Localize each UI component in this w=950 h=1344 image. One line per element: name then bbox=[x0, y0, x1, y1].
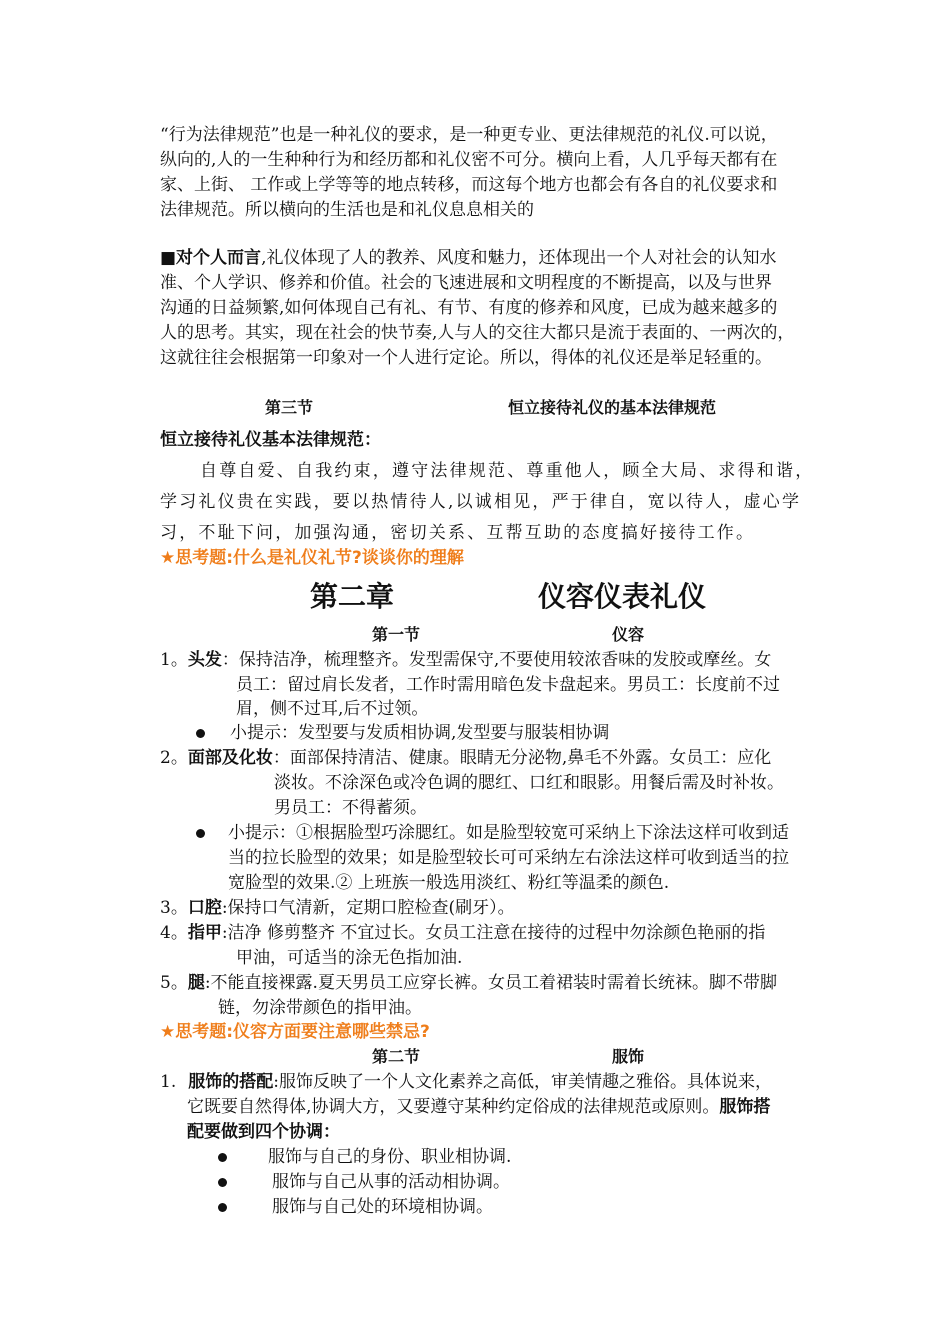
clothing-line2-text: 它既要自然得体,协调大方，又要遵守某种约定俗成的法律规范或原则。 bbox=[187, 1097, 720, 1117]
intro-line: “行为法律规范”也是一种礼仪的要求，是一种更专业、更法律规范的礼仪.可以说， bbox=[160, 125, 778, 145]
face-label: 面部及化妆 bbox=[187, 748, 273, 768]
section3-body-line: 自尊自爱、自我约束，遵守法律规范、尊重他人，顾全大局、求得和谐， bbox=[200, 461, 815, 481]
section3-body-line: 学习礼仪贵在实践，要以热情待人,以诚相见，严于律自，宽以待人，虚心学 bbox=[160, 492, 802, 512]
personal-line-1 bbox=[160, 246, 776, 270]
personal-line: 沟通的日益频繁,如何体现自己有礼、有节、有度的修养和风度，已成为越来越多的 bbox=[160, 298, 778, 318]
bullet-icon bbox=[218, 1153, 227, 1162]
hair-item bbox=[160, 648, 771, 672]
clothing-bullet bbox=[218, 1195, 227, 1219]
hair-line: 眉，侧不过耳,后不过领。 bbox=[236, 699, 429, 719]
section3-title: 恒立接待礼仪的基本法律规范 bbox=[508, 398, 717, 417]
sectionA-number: 第一节 bbox=[372, 625, 421, 644]
legs-text: :不能直接裸露.夏天男员工应穿长裤。女员工着裙装时需着长统袜。脚不带脚 bbox=[204, 973, 777, 993]
mouth-number: 3。 bbox=[160, 898, 188, 918]
nails-number: 4。 bbox=[160, 923, 188, 943]
chapter-number: 第二章 bbox=[310, 580, 395, 613]
bullet-icon bbox=[196, 829, 205, 838]
legs-item bbox=[160, 971, 777, 995]
section3-number: 第三节 bbox=[265, 398, 314, 417]
nails-item bbox=[160, 921, 765, 945]
legs-number: 5。 bbox=[160, 973, 188, 993]
clothing-number: 1. bbox=[160, 1072, 177, 1092]
personal-line: 准、个人学识、修养和价值。社会的飞速进展和文明程度的不断提高，以及与世界 bbox=[160, 273, 772, 293]
face-tip-line: 当的拉长脸型的效果；如是脸型较长可可采纳左右涂法这样可收到适当的拉 bbox=[228, 848, 789, 868]
face-number: 2。 bbox=[160, 748, 188, 768]
bullet-icon bbox=[196, 729, 205, 738]
clothing-line-2 bbox=[187, 1095, 770, 1119]
clothing-bullet-text: 服饰与自己处的环境相协调。 bbox=[272, 1197, 493, 1217]
clothing-bullet bbox=[218, 1170, 227, 1194]
hair-label: 头发 bbox=[187, 650, 222, 670]
mouth-text: :保持口气清新，定期口腔检查(刷牙）。 bbox=[221, 898, 515, 918]
intro-line: 家、上街、 工作或上学等等的地点转移，而这每个地方也都会有各自的礼仪要求和 bbox=[160, 175, 778, 195]
legs-line: 链，勿涂带颜色的指甲油。 bbox=[218, 998, 422, 1018]
clothing-line-3: 配要做到四个协调： bbox=[187, 1122, 340, 1142]
clothing-label: 服饰的搭配 bbox=[188, 1072, 274, 1092]
hair-line: 员工：留过肩长发者，工作时需用暗色发卡盘起来。男员工：长度前不过 bbox=[236, 675, 780, 695]
face-line: 淡妆。不涂深色或冷色调的腮红、口红和眼影。用餐后需及时补妆。 bbox=[274, 773, 784, 793]
sectionB-number: 第二节 bbox=[372, 1047, 421, 1066]
clothing-bullet bbox=[218, 1145, 227, 1169]
section3-body-line: 习，不耻下问，加强沟通，密切关系、互帮互助的态度搞好接待工作。 bbox=[160, 523, 756, 543]
hair-tip bbox=[196, 721, 205, 745]
intro-line: 法律规范。所以横向的生活也是和礼仪息息相关的 bbox=[160, 200, 534, 220]
hair-number: 1。 bbox=[160, 650, 188, 670]
face-line: 男员工：不得蓄须。 bbox=[274, 798, 427, 818]
personal-line: 这就往往会根据第一印象对一个人进行定论。所以，得体的礼仪还是举足轻重的。 bbox=[160, 348, 772, 368]
section3-question: ★思考题:什么是礼仪礼节?谈谈你的理解 bbox=[160, 548, 464, 568]
nails-label: 指甲 bbox=[187, 923, 222, 943]
face-item bbox=[160, 746, 771, 770]
section3-subtitle: 恒立接待礼仪基本法律规范： bbox=[160, 430, 381, 450]
face-tip-line: 小提示：①根据脸型巧涂腮红。如是脸型较宽可采纳上下涂法这样可收到适 bbox=[228, 823, 789, 843]
clothing-text: :服饰反映了一个人文化素养之高低，审美情趣之雅俗。具体说来， bbox=[273, 1072, 772, 1092]
legs-label: 腿 bbox=[187, 973, 205, 993]
personal-lead: ■对个人而言 bbox=[160, 248, 262, 268]
nails-text: :洁净 修剪整齐 不宜过长。女员工注意在接待的过程中勿涂颜色艳丽的指 bbox=[221, 923, 766, 943]
items-question: ★思考题:仪容方面要注意哪些禁忌? bbox=[160, 1022, 430, 1042]
bullet-icon bbox=[218, 1203, 227, 1212]
face-tip-line: 宽脸型的效果.② 上班族一般选用淡红、粉红等温柔的颜色. bbox=[228, 873, 670, 893]
clothing-bullet-text: 服饰与自己的身份、职业相协调. bbox=[268, 1147, 512, 1167]
chapter-title: 仪容仪表礼仪 bbox=[538, 580, 707, 613]
clothing-bullet-text: 服饰与自己从事的活动相协调。 bbox=[272, 1172, 510, 1192]
mouth-label: 口腔 bbox=[187, 898, 222, 918]
sectionB-title: 服饰 bbox=[612, 1047, 645, 1066]
face-text: ：面部保持清洁、健康。眼睛无分泌物,鼻毛不外露。女员工：应化 bbox=[272, 748, 772, 768]
face-tip bbox=[196, 821, 205, 845]
personal-line: 人的思考。其实，现在社会的快节奏,人与人的交往大都只是流于表面的、一两次的， bbox=[160, 323, 795, 343]
sectionA-title: 仪容 bbox=[612, 625, 645, 644]
mouth-item bbox=[160, 896, 515, 920]
clothing-line2-bold: 服饰搭 bbox=[719, 1097, 771, 1117]
personal-line1-rest: ,礼仪体现了人的教养、风度和魅力，还体现出一个人对社会的认知水 bbox=[261, 248, 777, 268]
hair-text: ：保持洁净，梳理整齐。发型需保守,不要使用较浓香味的发胶或摩丝。女 bbox=[221, 650, 772, 670]
nails-line: 甲油，可适当的涂无色指加油. bbox=[236, 948, 463, 968]
bullet-icon bbox=[218, 1178, 227, 1187]
clothing-item bbox=[160, 1070, 772, 1094]
hair-tip-text: 小提示：发型要与发质相协调,发型要与服装相协调 bbox=[230, 723, 610, 743]
intro-line: 纵向的,人的一生种种行为和经历都和礼仪密不可分。横向上看，人几乎每天都有在 bbox=[160, 150, 778, 170]
